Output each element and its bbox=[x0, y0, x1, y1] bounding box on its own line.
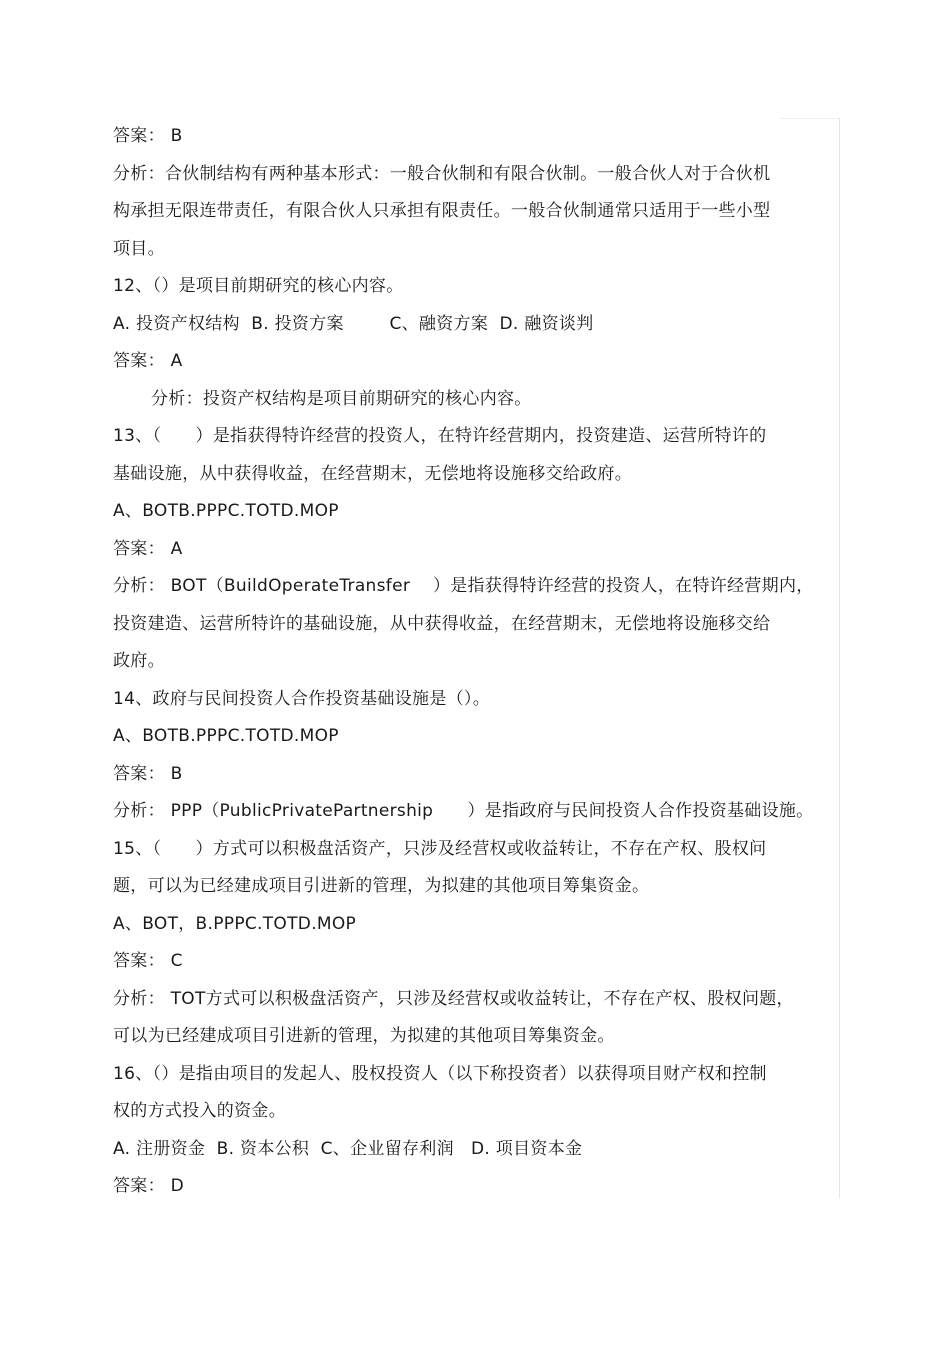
text-line: 项目。 bbox=[113, 238, 165, 259]
text-line: 答案： A bbox=[113, 538, 183, 559]
text-line: A、BOT，B.PPPC.TOTD.MOP bbox=[113, 913, 357, 934]
text-line: A、BOTB.PPPC.TOTD.MOP bbox=[113, 726, 339, 746]
text-line: 构承担无限连带责任，有限合伙人只承担有限责任。一般合伙制通常只适用于一些小型 bbox=[113, 201, 771, 221]
text-line: 答案： C bbox=[113, 951, 183, 971]
text-line: 答案： B bbox=[113, 763, 183, 784]
text-line: 投资建造、运营所特许的基础设施，从中获得收益，在经营期末，无偿地将设施移交给 bbox=[113, 613, 771, 634]
text-line: 基础设施，从中获得收益，在经营期末，无偿地将设施移交给政府。 bbox=[113, 463, 632, 484]
text-line: A. 投资产权结构 B. 投资方案 C、融资方案 D. 融资谈判 bbox=[113, 313, 594, 334]
text-line: 12、（）是项目前期研究的核心内容。 bbox=[113, 276, 404, 296]
text-line: A. 注册资金 B. 资本公积 C、企业留存利润 D. 项目资本金 bbox=[113, 1138, 583, 1159]
text-line: 权的方式投入的资金。 bbox=[113, 1101, 286, 1121]
text-line: 分析： PPP（PublicPrivatePartnership ）是指政府与民间投资人合作投资基础设施。 bbox=[113, 801, 814, 821]
text-line: 13、（ ）是指获得特许经营的投资人，在特许经营期内，投资建造、运营所特许的 bbox=[113, 426, 767, 446]
text-line: 分析：合伙制结构有两种基本形式：一般合伙制和有限合伙制。一般合伙人对于合伙机 bbox=[113, 163, 771, 184]
page-border-right bbox=[839, 118, 840, 1198]
text-line: 分析： BOT（BuildOperateTransfer ）是指获得特许经营的投资人，在特许经营期内， bbox=[113, 576, 814, 596]
text-line: A、BOTB.PPPC.TOTD.MOP bbox=[113, 501, 339, 521]
text-line: 分析：投资产权结构是项目前期研究的核心内容。 bbox=[151, 388, 532, 409]
text-line: 15、（ ）方式可以积极盘活资产，只涉及经营权或收益转让，不存在产权、股权问 bbox=[113, 838, 767, 859]
text-line: 分析： TOT方式可以积极盘活资产，只涉及经营权或收益转让，不存在产权、股权问题， bbox=[113, 988, 794, 1009]
text-line: 题，可以为已经建成项目引进新的管理，为拟建的其他项目筹集资金。 bbox=[113, 876, 650, 896]
document-body bbox=[113, 118, 813, 1206]
text-line: 可以为已经建成项目引进新的管理，为拟建的其他项目筹集资金。 bbox=[113, 1026, 615, 1046]
text-line: 16、（）是指由项目的发起人、股权投资人（以下称投资者）以获得项目财产权和控制 bbox=[113, 1063, 767, 1084]
text-line: 答案： D bbox=[113, 1176, 184, 1196]
text-line: 答案： B bbox=[113, 126, 183, 146]
text-line: 答案： A bbox=[113, 351, 183, 371]
text-line: 14、政府与民间投资人合作投资基础设施是（）。 bbox=[113, 688, 491, 709]
text-line: 政府。 bbox=[113, 651, 165, 671]
